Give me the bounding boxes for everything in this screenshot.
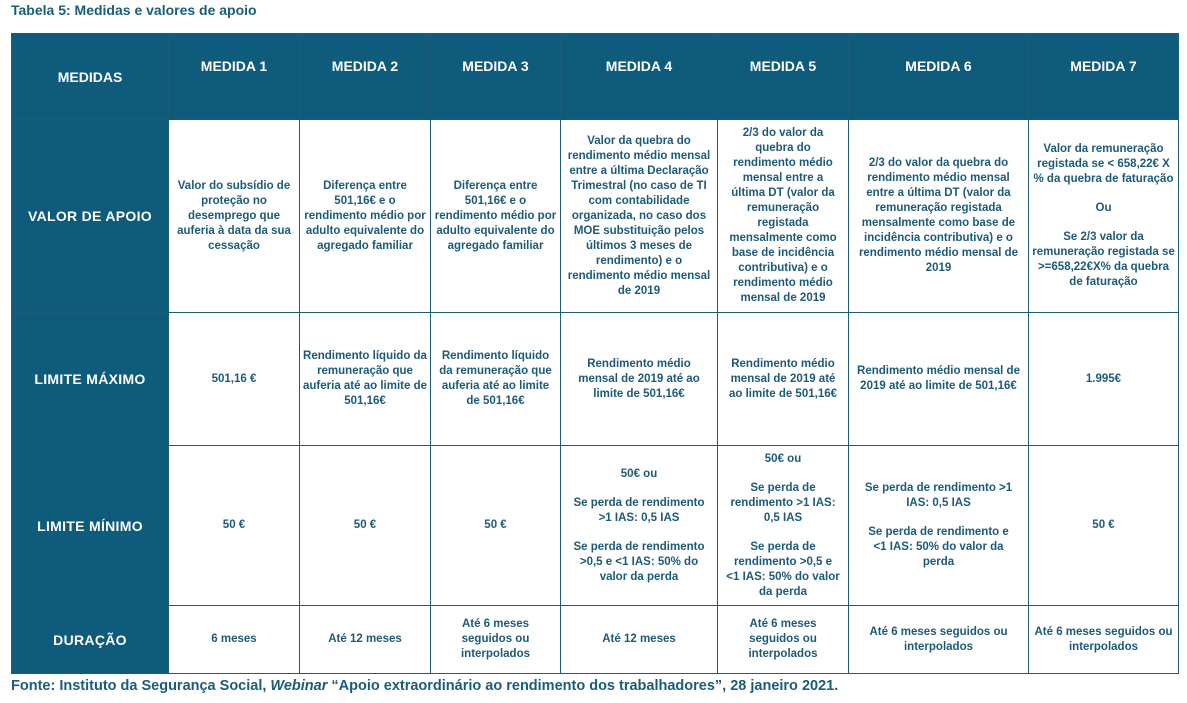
valor-m7-line-3: Se 2/3 valor da remuneração registada se >=658,22€X% da quebra de faturação	[1032, 231, 1175, 288]
minimo-m4-line-2: Se perda de rendimento >1 IAS: 0,5 IAS	[573, 496, 705, 524]
header-medida-7: MEDIDA 7	[1029, 34, 1179, 120]
valor-medida-2: Diferença entre 501,16€ e o rendimento médio por adulto equivalente do agregado familiar	[300, 120, 431, 313]
minimo-medida-1: 50 €	[169, 446, 300, 606]
minimo-m4-line-3: Se perda de rendimento >0,5 e <1 IAS: 50% do valor da perda	[573, 540, 705, 583]
table-title: Tabela 5: Medidas e valores de apoio	[11, 2, 257, 18]
duracao-medida-6: Até 6 meses seguidos ou interpolados	[849, 606, 1029, 674]
minimo-m6-line-2: Se perda de rendimento e <1 IAS: 50% do valor da perda	[868, 526, 1009, 568]
header-row	[12, 34, 1179, 120]
duracao-medida-5: Até 6 meses seguidos ou interpolados	[718, 606, 849, 674]
minimo-medida-6	[849, 446, 1029, 606]
duracao-medida-3: Até 6 meses seguidos ou interpolados	[431, 606, 561, 674]
header-medida-2: MEDIDA 2	[300, 34, 431, 120]
row-label-limite-minimo: LIMITE MÍNIMO	[12, 446, 169, 606]
maximo-medida-7: 1.995€	[1029, 313, 1179, 446]
valor-m7-line-1: Valor da remuneração registada se < 658,22€ X % da quebra de faturação	[1033, 143, 1174, 185]
footnote-suffix: “Apoio extraordinário ao rendimento dos trabalhadores”, 28 janeiro 2021.	[327, 678, 839, 694]
valor-medida-6: 2/3 do valor da quebra do rendimento médio mensal entre a última DT (valor da remuneração registada mensalmente como base de incidência contributiva) e o rendimento médio mensal de 2019	[849, 120, 1029, 313]
valor-medida-5: 2/3 do valor da quebra do rendimento médio mensal entre a última DT (valor da remuneração registada mensalmente como base de incidência contributiva) e o rendimento médio mensal de 2019	[718, 120, 849, 313]
source-footnote	[11, 678, 838, 694]
minimo-medida-5	[718, 446, 849, 606]
maximo-medida-2: Rendimento líquido da remuneração que auferia até ao limite de 501,16€	[300, 313, 431, 446]
maximo-medida-5: Rendimento médio mensal de 2019 até ao limite de 501,16€	[718, 313, 849, 446]
header-medida-1: MEDIDA 1	[169, 34, 300, 120]
minimo-m4-line-1: 50€ ou	[620, 467, 658, 480]
maximo-medida-6: Rendimento médio mensal de 2019 até ao limite de 501,16€	[849, 313, 1029, 446]
row-valor-de-apoio	[12, 120, 1179, 313]
minimo-medida-3: 50 €	[431, 446, 561, 606]
footnote-prefix: Fonte: Instituto da Segurança Social,	[11, 678, 271, 694]
valor-m7-line-2: Ou	[1095, 202, 1112, 214]
minimo-m5-line-2: Se perda de rendimento >1 IAS: 0,5 IAS	[730, 481, 836, 524]
maximo-medida-4: Rendimento médio mensal de 2019 até ao limite de 501,16€	[561, 313, 718, 446]
row-limite-maximo	[12, 313, 1179, 446]
minimo-medida-4	[561, 446, 718, 606]
minimo-m5-line-3: Se perda de rendimento >0,5 e <1 IAS: 50% do valor da perda	[726, 540, 840, 598]
valor-medida-7	[1029, 120, 1179, 313]
header-medida-3: MEDIDA 3	[431, 34, 561, 120]
row-duracao	[12, 606, 1179, 674]
header-corner-cell: MEDIDAS	[12, 34, 169, 120]
row-label-duracao: DURAÇÃO	[12, 606, 169, 674]
valor-medida-1: Valor do subsídio de proteção no desemprego que auferia à data da sua cessação	[169, 120, 300, 313]
header-medida-6: MEDIDA 6	[849, 34, 1029, 120]
row-label-valor-de-apoio: VALOR DE APOIO	[12, 120, 169, 313]
duracao-medida-2: Até 12 meses	[300, 606, 431, 674]
row-label-limite-maximo: LIMITE MÁXIMO	[12, 313, 169, 446]
minimo-m5-line-1: 50€ ou	[764, 452, 802, 465]
header-medida-5: MEDIDA 5	[718, 34, 849, 120]
duracao-medida-4: Até 12 meses	[561, 606, 718, 674]
minimo-medida-7: 50 €	[1029, 446, 1179, 606]
minimo-medida-2: 50 €	[300, 446, 431, 606]
support-measures-table	[11, 33, 1179, 674]
duracao-medida-1: 6 meses	[169, 606, 300, 674]
row-limite-minimo	[12, 446, 1179, 606]
valor-medida-4: Valor da quebra do rendimento médio mensal entre a última Declaração Trimestral (no caso de TI com contabilidade organizada, no caso dos MOE substituição pelos últimos 3 meses de rendimento) e o rendimento médio mensal de 2019	[561, 120, 718, 313]
duracao-medida-7: Até 6 meses seguidos ou interpolados	[1029, 606, 1179, 674]
maximo-medida-3: Rendimento líquido da remuneração que auferia até ao limite de 501,16€	[431, 313, 561, 446]
valor-medida-3: Diferença entre 501,16€ e o rendimento médio por adulto equivalente do agregado familiar	[431, 120, 561, 313]
header-medida-4: MEDIDA 4	[561, 34, 718, 120]
minimo-m6-line-1: Se perda de rendimento >1 IAS: 0,5 IAS	[864, 482, 1013, 509]
maximo-medida-1: 501,16 €	[169, 313, 300, 446]
footnote-webinar: Webinar	[270, 678, 328, 694]
